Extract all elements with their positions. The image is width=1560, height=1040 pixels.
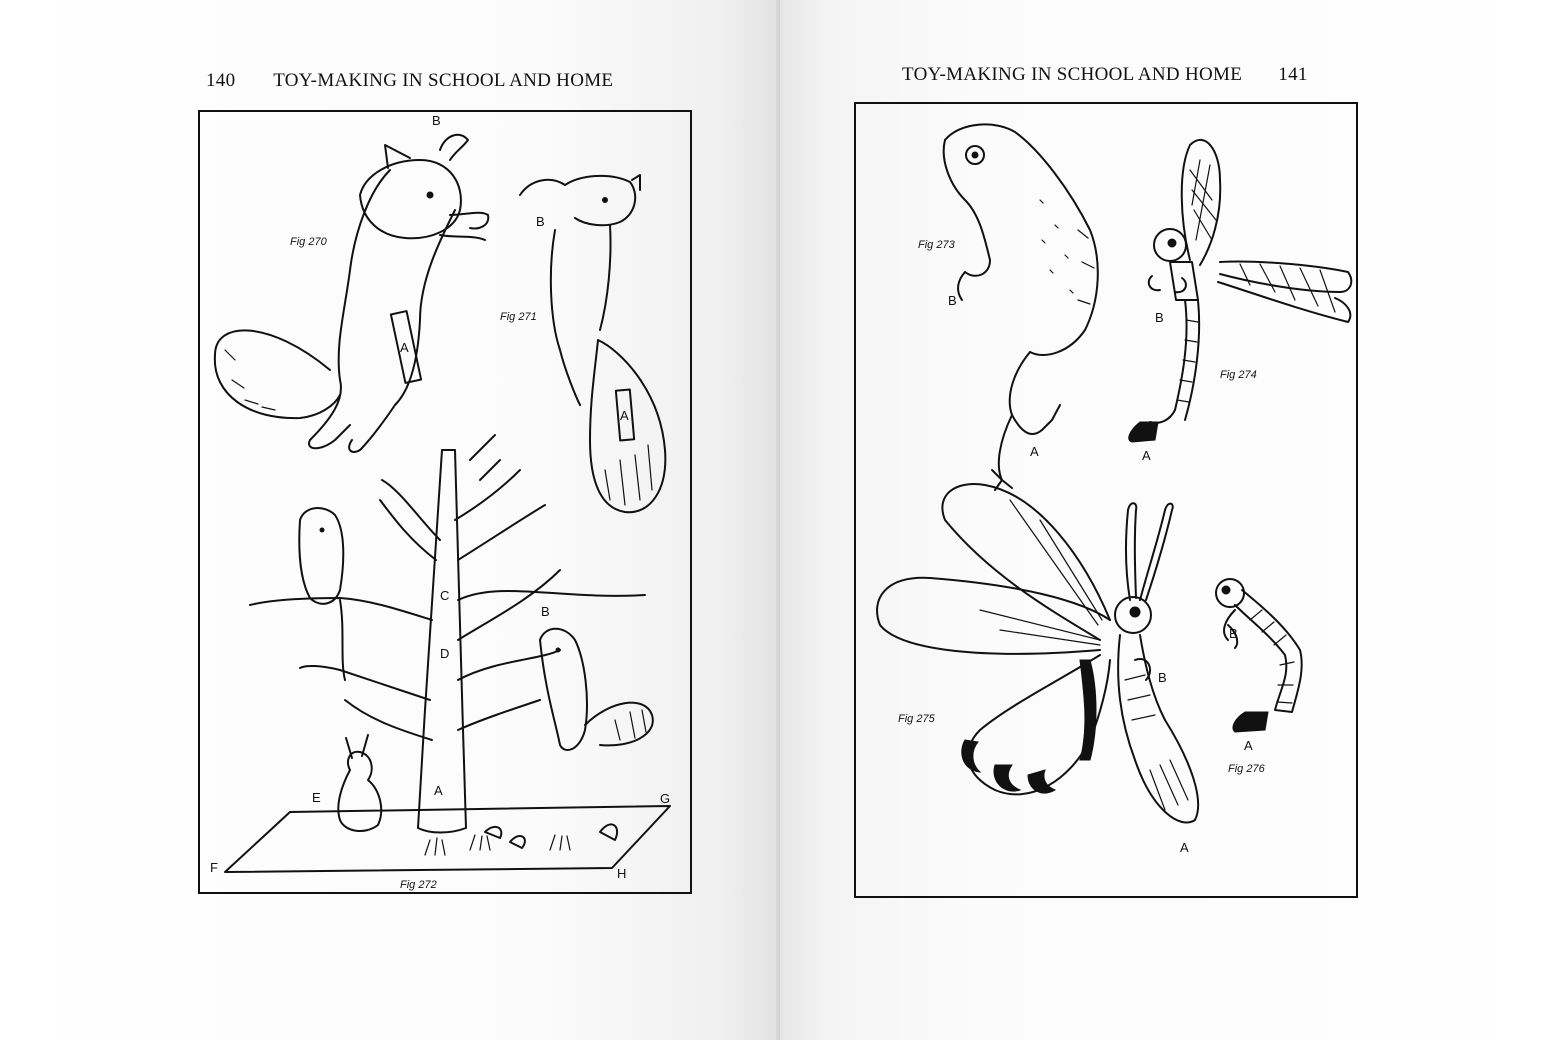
frog-figure (918, 124, 1098, 490)
fig272-label-h: H (617, 866, 627, 881)
fig276-label-a: A (1244, 738, 1253, 753)
fig270-caption: Fig 270 (290, 236, 327, 248)
right-illustration (780, 0, 1560, 1040)
fig276-caption: Fig 276 (1228, 763, 1265, 775)
left-running-title: TOY-MAKING IN SCHOOL AND HOME (273, 70, 614, 91)
tree-scene (210, 435, 670, 891)
cat-figure (215, 113, 488, 452)
fig273-label-b: B (948, 293, 957, 308)
fig271-caption: Fig 271 (500, 311, 537, 323)
right-page (780, 0, 1560, 1040)
fig271-label-a: A (620, 408, 629, 423)
fig270-label-a: A (400, 340, 409, 355)
dragonfly-figure (1129, 140, 1352, 463)
right-running-title: TOY-MAKING IN SCHOOL AND HOME (902, 64, 1243, 85)
fig272-label-a: A (434, 783, 443, 798)
right-page-number: 141 (1278, 64, 1308, 85)
fig272-label-d: D (440, 646, 450, 661)
butterfly-figure (877, 484, 1198, 855)
fig275-label-a: A (1180, 840, 1189, 855)
fig270-label-b: B (432, 113, 441, 128)
fig272-label-c: C (440, 588, 450, 603)
fig273-caption: Fig 273 (918, 239, 955, 251)
fig272-label-f: F (210, 860, 218, 875)
fig275-caption: Fig 275 (898, 713, 935, 725)
fig274-caption: Fig 274 (1220, 369, 1257, 381)
fig271-label-b: B (536, 214, 545, 229)
caterpillar-figure (1216, 579, 1302, 775)
fig274-label-b: B (1155, 310, 1164, 325)
left-page-number: 140 (206, 70, 236, 91)
fig275-label-b: B (1158, 670, 1167, 685)
fig272-label-g: G (660, 791, 671, 806)
fig272-label-b: B (541, 604, 550, 619)
fig276-label-b: B (1229, 626, 1238, 641)
fig274-label-a: A (1142, 448, 1151, 463)
fig272-caption: Fig 272 (400, 879, 437, 891)
squirrel-figure (500, 175, 665, 512)
fig273-label-a: A (1030, 444, 1039, 459)
fig272-label-e: E (312, 790, 321, 805)
